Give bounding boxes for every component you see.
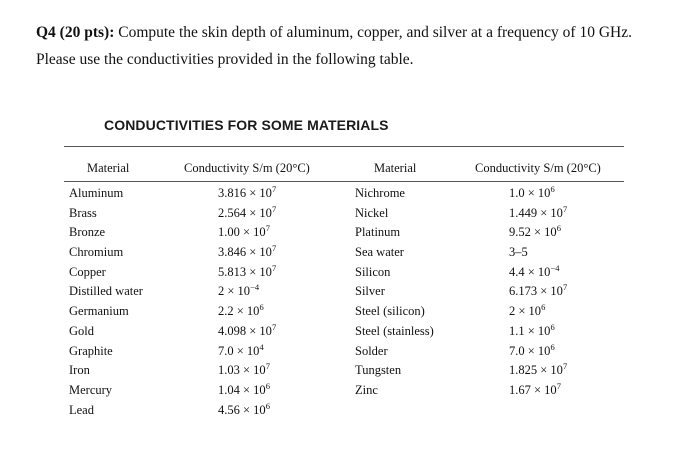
conductivity-column-right bbox=[509, 184, 567, 401]
material-name: Mercury bbox=[69, 382, 113, 397]
conductivity-value bbox=[509, 342, 567, 362]
conductivity-value bbox=[509, 322, 567, 342]
conductivity-mantissa: 7.0 × 10 bbox=[218, 343, 260, 358]
material-name: Zinc bbox=[355, 382, 378, 397]
conductivity-mantissa: 2.564 × 10 bbox=[218, 205, 272, 220]
conductivity-exponent: 7 bbox=[556, 380, 561, 391]
question-label: Q4 (20 pts): bbox=[36, 24, 115, 41]
conductivity-mantissa: 1.1 × 10 bbox=[509, 323, 551, 338]
material-name: Brass bbox=[69, 205, 97, 220]
conductivity-value bbox=[509, 361, 567, 381]
conductivity-value bbox=[509, 381, 567, 401]
conductivity-mantissa: 4.56 × 10 bbox=[218, 402, 266, 417]
conductivity-mantissa: 7.0 × 10 bbox=[509, 343, 551, 358]
material-name: Aluminum bbox=[69, 186, 124, 200]
material-name: Platinum bbox=[355, 225, 401, 240]
conductivity-mantissa: 3.846 × 10 bbox=[218, 245, 272, 260]
material-name: Nickel bbox=[355, 205, 389, 220]
question-line-2: Please use the conductivities provided in the following table. bbox=[36, 51, 414, 68]
conductivity-exponent: 6 bbox=[550, 184, 555, 194]
conductivity-value bbox=[218, 263, 276, 283]
table-header-rule bbox=[64, 181, 624, 182]
conductivity-mantissa: 5.813 × 10 bbox=[218, 264, 272, 279]
conductivity-exponent: 4 bbox=[259, 341, 264, 352]
conductivity-exponent: 6 bbox=[556, 223, 561, 234]
conductivity-value bbox=[509, 204, 567, 224]
conductivity-exponent: −4 bbox=[550, 262, 560, 273]
conductivity-exponent: 6 bbox=[541, 302, 546, 313]
conductivity-exponent: 6 bbox=[550, 321, 555, 332]
conductivity-exponent: 6 bbox=[265, 380, 270, 391]
conductivity-exponent: 7 bbox=[562, 282, 568, 293]
conductivity-mantissa: 2 × 10 bbox=[509, 304, 542, 319]
material-name: Nichrome bbox=[355, 186, 405, 200]
conductivity-exponent: 7 bbox=[265, 361, 270, 372]
conductivity-mantissa: 1.67 × 10 bbox=[509, 382, 557, 397]
conductivity-value bbox=[509, 243, 567, 263]
conductivity-exponent: −4 bbox=[250, 282, 260, 293]
conductivity-value bbox=[218, 342, 276, 362]
conductivity-value bbox=[509, 263, 567, 283]
question-line-1 bbox=[36, 19, 676, 46]
conductivity-exponent: 7 bbox=[271, 184, 277, 194]
conductivity-mantissa: 3–5 bbox=[509, 245, 528, 260]
material-name: Steel (stainless) bbox=[355, 323, 434, 338]
conductivity-mantissa: 1.449 × 10 bbox=[509, 205, 563, 220]
conductivity-value bbox=[218, 322, 276, 342]
conductivity-value bbox=[218, 204, 276, 224]
conductivity-exponent: 7 bbox=[271, 243, 277, 254]
material-name: Tungsten bbox=[355, 363, 402, 378]
conductivity-mantissa: 1.04 × 10 bbox=[218, 382, 266, 397]
conductivity-exponent: 6 bbox=[265, 400, 270, 411]
material-name: Steel (silicon) bbox=[355, 304, 425, 319]
conductivity-value bbox=[218, 302, 276, 322]
conductivity-value bbox=[218, 282, 276, 302]
material-name: Solder bbox=[355, 343, 388, 358]
conductivity-exponent: 6 bbox=[259, 302, 264, 313]
conductivity-column-left bbox=[218, 184, 276, 420]
table-top-rule bbox=[64, 146, 624, 147]
conductivity-mantissa: 1.03 × 10 bbox=[218, 363, 266, 378]
conductivity-value bbox=[509, 302, 567, 322]
material-name: Germanium bbox=[69, 304, 129, 319]
header-conductivity-left: Conductivity S/m (20°C) bbox=[184, 161, 310, 175]
material-name: Gold bbox=[69, 323, 94, 338]
conductivity-exponent: 7 bbox=[562, 361, 568, 372]
question-text bbox=[36, 19, 676, 73]
material-name: Copper bbox=[69, 264, 106, 279]
conductivity-exponent: 6 bbox=[550, 341, 555, 352]
material-name: Sea water bbox=[355, 245, 404, 260]
conductivity-value bbox=[218, 381, 276, 401]
conductivity-mantissa: 3.816 × 10 bbox=[218, 186, 272, 200]
conductivity-exponent: 7 bbox=[562, 203, 568, 214]
conductivity-value bbox=[218, 401, 276, 421]
table-title: CONDUCTIVITIES FOR SOME MATERIALS bbox=[104, 117, 389, 133]
conductivity-exponent: 7 bbox=[271, 262, 277, 273]
material-name: Silicon bbox=[355, 264, 391, 279]
material-column-right bbox=[355, 184, 434, 401]
conductivity-value bbox=[218, 361, 276, 381]
material-name: Bronze bbox=[69, 225, 106, 240]
conductivity-exponent: 7 bbox=[271, 203, 277, 214]
conductivity-mantissa: 1.0 × 10 bbox=[509, 186, 551, 200]
material-name: Distilled water bbox=[69, 284, 143, 299]
conductivity-mantissa: 4.098 × 10 bbox=[218, 323, 272, 338]
conductivity-value bbox=[509, 223, 567, 243]
header-conductivity-right: Conductivity S/m (20°C) bbox=[475, 161, 601, 175]
conductivity-exponent: 7 bbox=[265, 223, 270, 234]
conductivity-value bbox=[509, 282, 567, 302]
material-name: Iron bbox=[69, 363, 90, 378]
header-material-right: Material bbox=[374, 161, 417, 175]
conductivity-mantissa: 4.4 × 10 bbox=[509, 264, 551, 279]
material-name: Lead bbox=[69, 402, 94, 417]
material-name: Silver bbox=[355, 284, 385, 299]
conductivity-value bbox=[218, 223, 276, 243]
conductivity-mantissa: 6.173 × 10 bbox=[509, 284, 563, 299]
conductivity-value bbox=[218, 184, 276, 204]
material-name: Graphite bbox=[69, 343, 113, 358]
conductivity-value bbox=[218, 243, 276, 263]
question-body: Compute the skin depth of aluminum, copper, and silver at a frequency of 10 GHz. bbox=[114, 24, 632, 41]
conductivity-mantissa: 2.2 × 10 bbox=[218, 304, 260, 319]
conductivity-mantissa: 2 × 10 bbox=[218, 284, 251, 299]
conductivity-mantissa: 1.00 × 10 bbox=[218, 225, 266, 240]
conductivity-value bbox=[509, 184, 567, 204]
conductivity-mantissa: 9.52 × 10 bbox=[509, 225, 557, 240]
conductivity-exponent: 7 bbox=[271, 321, 277, 332]
material-column-left bbox=[69, 184, 143, 420]
header-material-left: Material bbox=[87, 161, 130, 175]
conductivity-mantissa: 1.825 × 10 bbox=[509, 363, 563, 378]
material-name: Chromium bbox=[69, 245, 124, 260]
